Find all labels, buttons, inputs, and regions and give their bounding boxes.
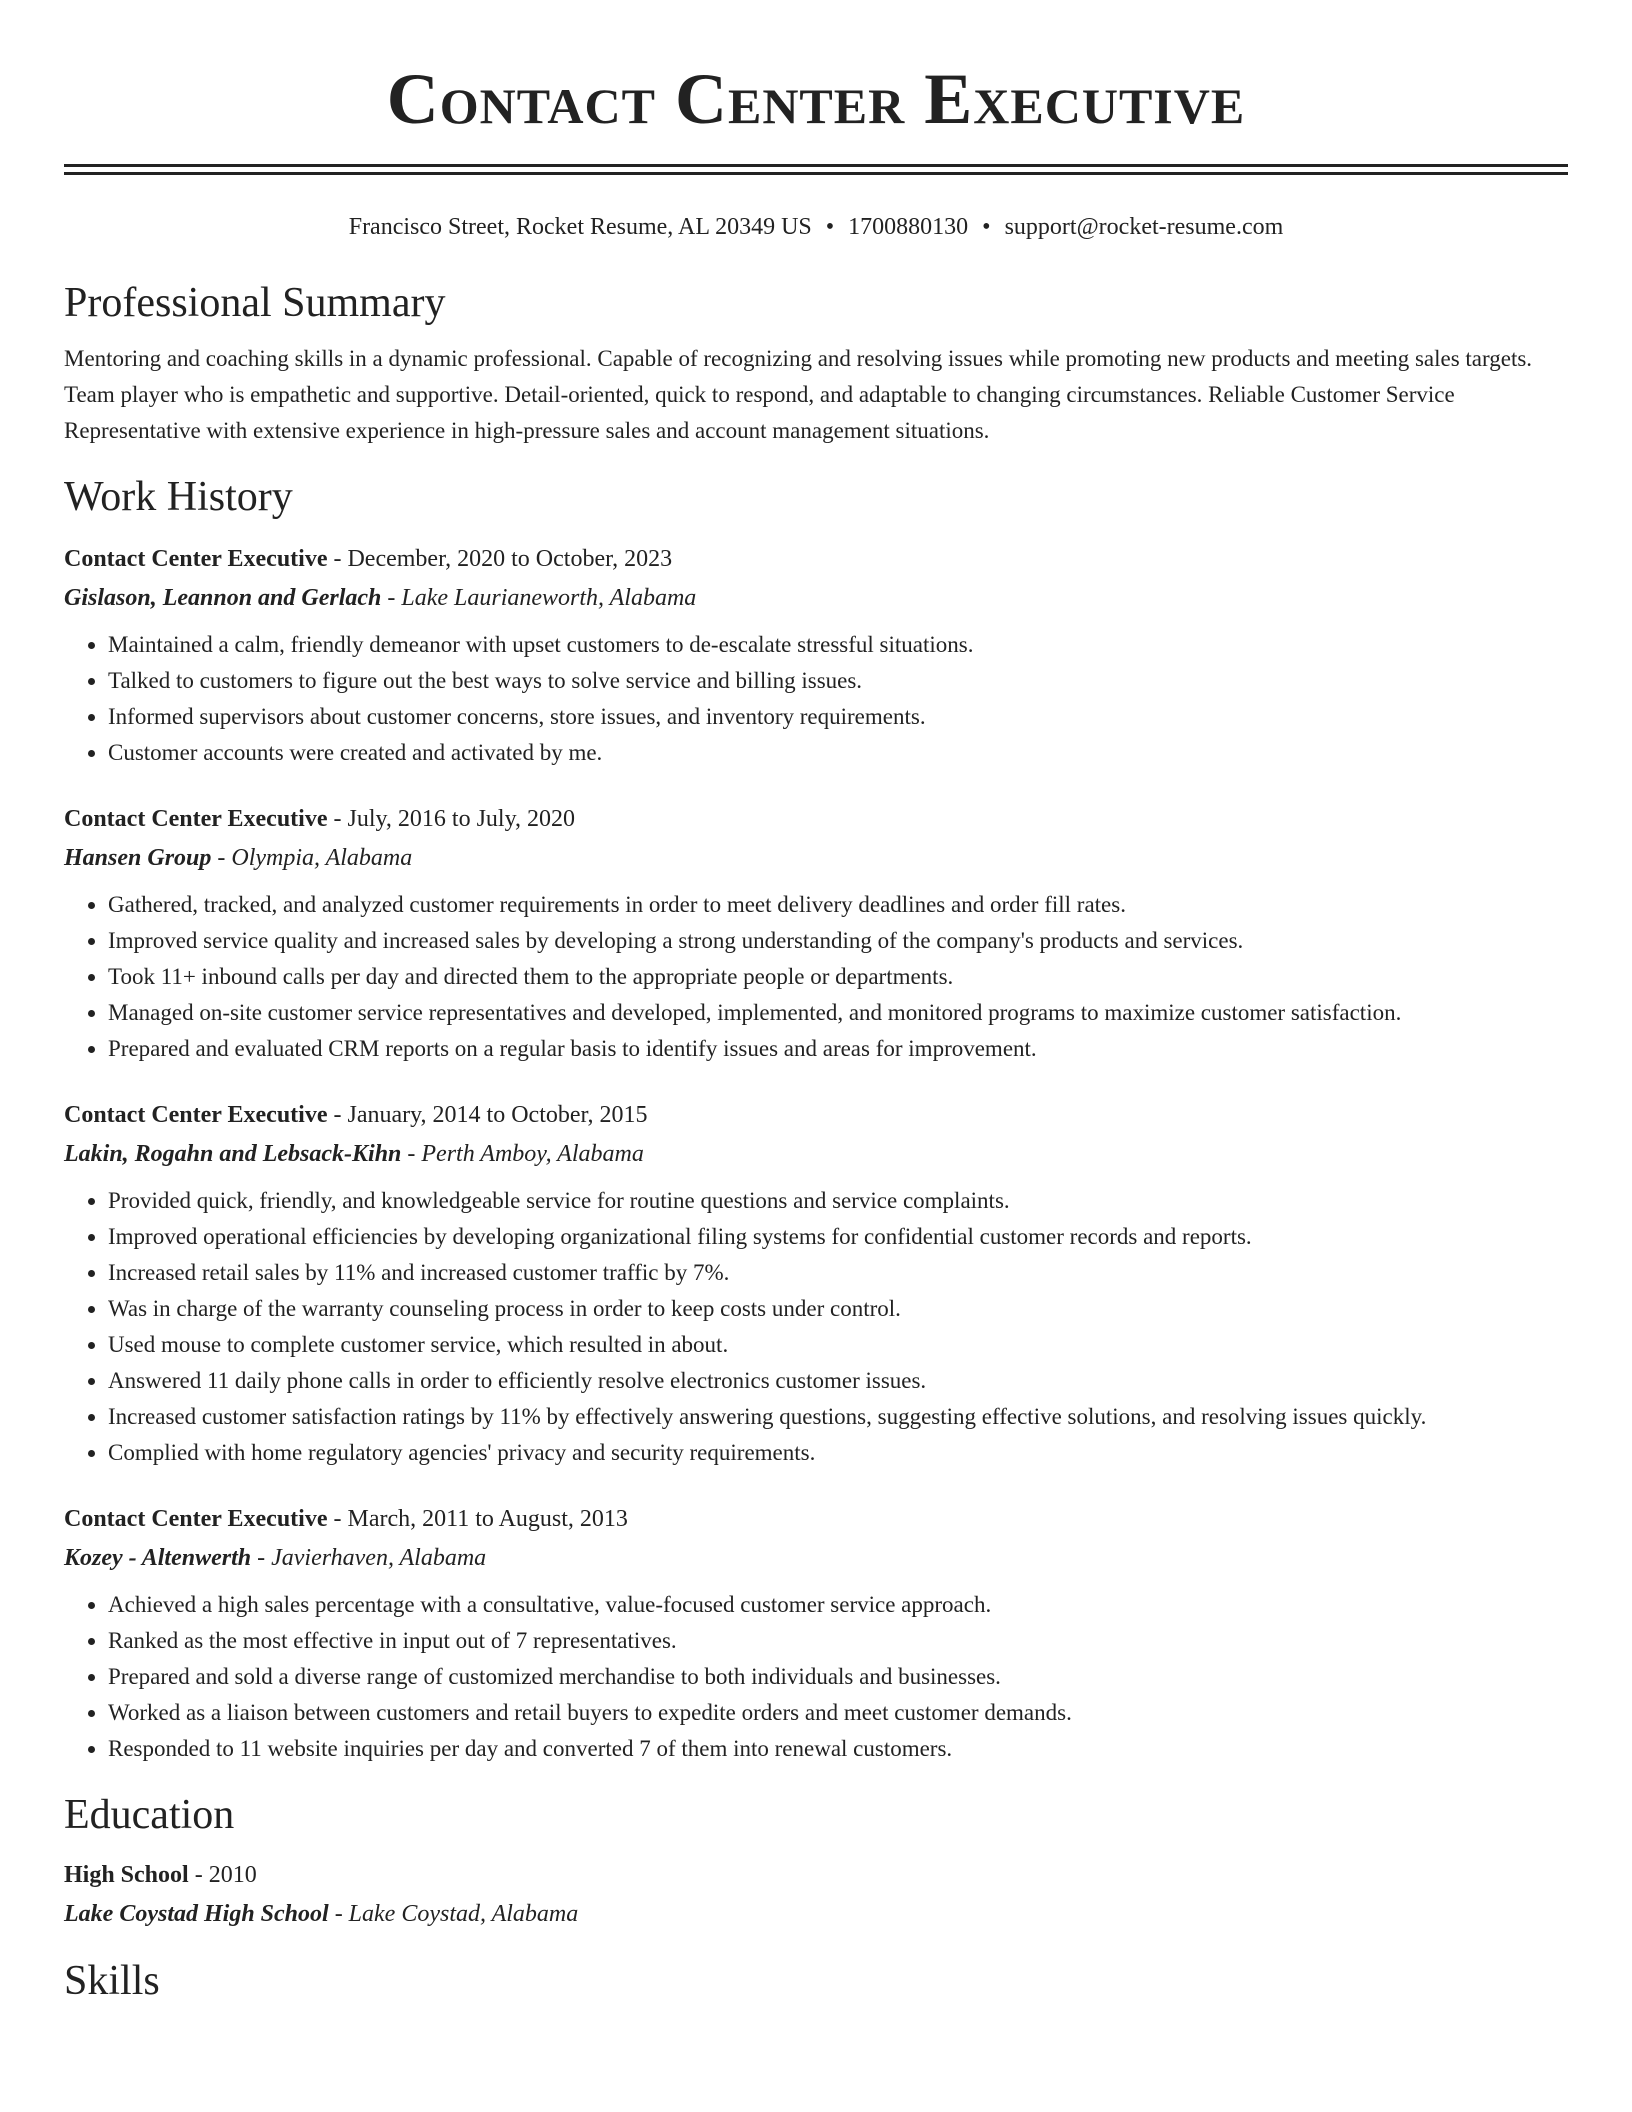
job-bullet: • Prepared and sold a diverse range of customized merchandise to both individuals and businesses. [108, 1659, 1568, 1695]
job-title: Contact Center Executive [64, 806, 328, 832]
job-bullet: • Customer accounts were created and activated by me. [108, 735, 1568, 771]
education-location: - Lake Coystad, Alabama [328, 1901, 579, 1927]
summary-text: Mentoring and coaching skills in a dynamic professional. Capable of recognizing and resolving issues while promoting new products and meeting sales targets. Team player who is empathetic and supportive. Detail-oriented, quick to respond, and adaptable to changing circumstances. Reliable Customer Service Representative with extensive experience in high-pressure sales and account management situations. [64, 346, 1533, 443]
education-degree: High School [64, 1862, 189, 1888]
job-bullet: • Ranked as the most effective in input out of 7 representatives. [108, 1623, 1568, 1659]
job-location: - Javierhaven, Alabama [251, 1545, 487, 1571]
job-company-line [64, 1135, 1568, 1173]
education-entry [64, 1855, 1568, 1933]
job-bullet: • Was in charge of the warranty counseling process in order to keep costs under control. [108, 1291, 1568, 1327]
job-dates: - December, 2020 to October, 2023 [327, 546, 673, 572]
job-bullet: • Talked to customers to figure out the best ways to solve service and billing issues. [108, 663, 1568, 699]
summary-heading: Professional Summary [64, 280, 446, 326]
job-bullet: • Increased retail sales by 11% and increased customer traffic by 7%. [108, 1255, 1568, 1291]
job-bullets [64, 627, 1568, 771]
job-dates: - July, 2016 to July, 2020 [327, 806, 576, 832]
job-title-line [64, 1095, 1568, 1135]
job-entry [64, 1499, 1568, 1767]
education-degree-line [64, 1855, 1568, 1895]
job-bullet: • Complied with home regulatory agencies' privacy and security requirements. [108, 1435, 1568, 1471]
job-bullet: • Worked as a liaison between customers and retail buyers to expedite orders and meet customer demands. [108, 1695, 1568, 1731]
job-title: Contact Center Executive [64, 1102, 328, 1128]
job-bullets [64, 887, 1568, 1067]
job-location: - Lake Laurianeworth, Alabama [381, 585, 697, 611]
job-entry [64, 1095, 1568, 1471]
job-entry [64, 799, 1568, 1067]
job-bullet: • Took 11+ inbound calls per day and directed them to the appropriate people or departments. [108, 959, 1568, 995]
job-location: - Perth Amboy, Alabama [401, 1141, 644, 1167]
job-location: - Olympia, Alabama [211, 845, 413, 871]
job-bullet: • Improved operational efficiencies by developing organizational filing systems for confidential customer records and reports. [108, 1219, 1568, 1255]
job-company-line [64, 579, 1568, 617]
job-bullet: • Provided quick, friendly, and knowledgeable service for routine questions and service complaints. [108, 1183, 1568, 1219]
job-bullet: • Improved service quality and increased sales by developing a strong understanding of the company's products and services. [108, 923, 1568, 959]
job-bullet: • Gathered, tracked, and analyzed customer requirements in order to meet delivery deadlines and order fill rates. [108, 887, 1568, 923]
job-title: Contact Center Executive [64, 546, 328, 572]
job-bullet: • Maintained a calm, friendly demeanor with upset customers to de-escalate stressful situations. [108, 627, 1568, 663]
contact-line [64, 211, 1568, 243]
job-bullet: • Increased customer satisfaction ratings by 11% by effectively answering questions, suggesting effective solutions, and resolving issues quickly. [108, 1399, 1568, 1435]
job-bullet: • Managed on-site customer service representatives and developed, implemented, and monitored programs to maximize customer satisfaction. [108, 995, 1568, 1031]
contact-address: Francisco Street, Rocket Resume, AL 20349 US [348, 214, 812, 240]
job-company: Kozey - Altenwerth [64, 1545, 252, 1571]
education-heading: Education [64, 1792, 235, 1838]
job-bullets [64, 1587, 1568, 1767]
job-bullet: • Achieved a high sales percentage with a consultative, value-focused customer service approach. [108, 1587, 1568, 1623]
contact-email: support@rocket-resume.com [1004, 214, 1284, 240]
education-year: - 2010 [188, 1862, 257, 1888]
job-company-line [64, 1539, 1568, 1577]
job-bullets [64, 1183, 1568, 1471]
job-company-line [64, 839, 1568, 877]
contact-phone: 1700880130 [848, 214, 969, 240]
job-bullet: • Prepared and evaluated CRM reports on a regular basis to identify issues and areas for improvement. [108, 1031, 1568, 1067]
work-history-heading: Work History [64, 474, 293, 520]
education-school: Lake Coystad High School [64, 1901, 329, 1927]
title-double-rule [64, 164, 1568, 175]
job-company: Gislason, Leannon and Gerlach [64, 585, 382, 611]
job-company: Lakin, Rogahn and Lebsack-Kihn [64, 1141, 402, 1167]
job-title: Contact Center Executive [64, 1506, 328, 1532]
job-dates: - January, 2014 to October, 2015 [327, 1102, 648, 1128]
job-dates: - March, 2011 to August, 2013 [327, 1506, 628, 1532]
contact-separator: • [825, 214, 835, 240]
job-company: Hansen Group [64, 845, 212, 871]
contact-separator: • [982, 214, 991, 240]
job-title-line [64, 799, 1568, 839]
job-entry [64, 539, 1568, 771]
job-title-line [64, 1499, 1568, 1539]
job-bullet: • Informed supervisors about customer concerns, store issues, and inventory requirements. [108, 699, 1568, 735]
education-school-line [64, 1895, 1568, 1933]
skills-heading: Skills [64, 1958, 160, 2004]
resume-title: Contact Center Executive [386, 59, 1246, 139]
job-title-line [64, 539, 1568, 579]
job-bullet: • Answered 11 daily phone calls in order to efficiently resolve electronics customer issues. [108, 1363, 1568, 1399]
job-bullet: • Responded to 11 website inquiries per day and converted 7 of them into renewal customers. [108, 1731, 1568, 1767]
job-bullet: • Used mouse to complete customer service, which resulted in about. [108, 1327, 1568, 1363]
